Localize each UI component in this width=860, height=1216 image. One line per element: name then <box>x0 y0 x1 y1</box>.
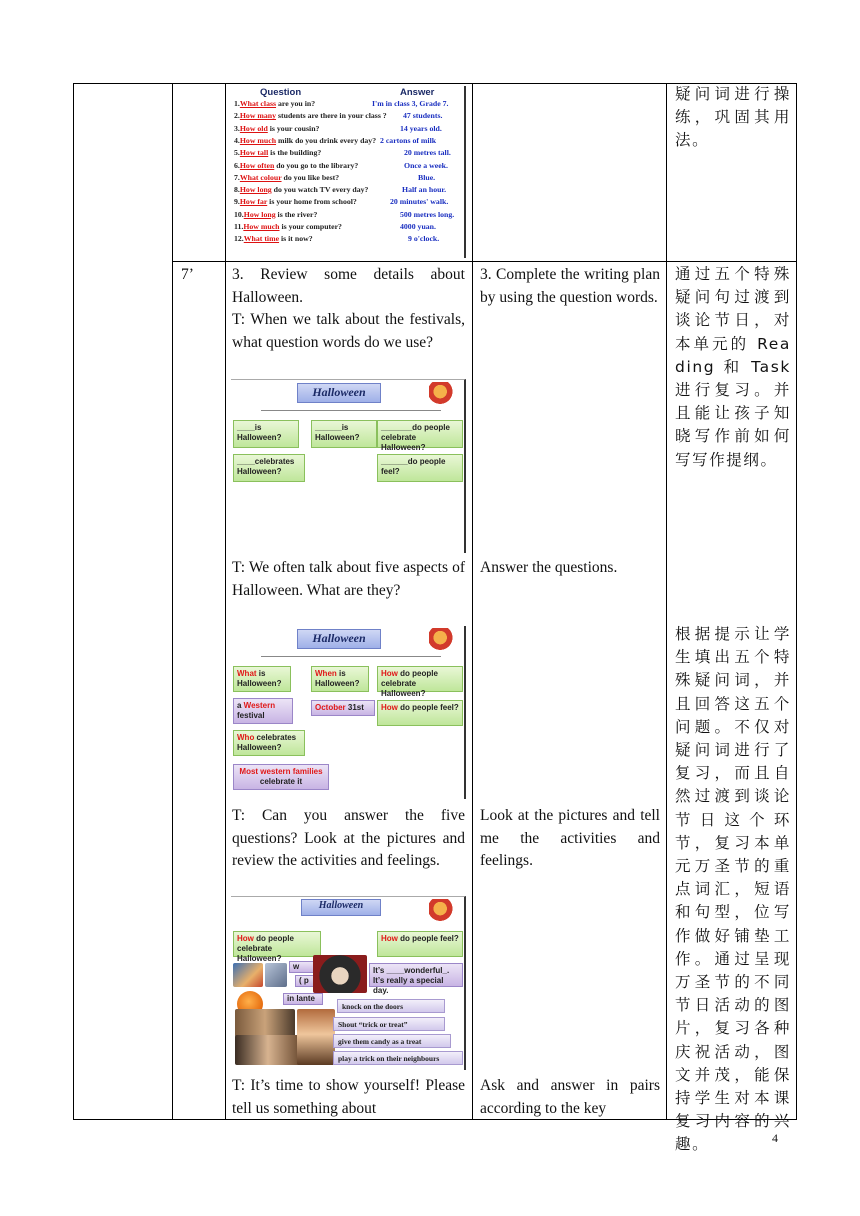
qa-question-word: What class <box>239 99 277 108</box>
qa-answer: 20 metres tall. <box>404 148 451 158</box>
qa-answer: 14 years old. <box>400 123 442 133</box>
qa-answer: 500 metres long. <box>400 209 455 219</box>
qa-question-word: What colour <box>239 172 282 182</box>
table-border-col4 <box>472 83 473 1119</box>
qa-question-rest: is it now? <box>279 234 313 244</box>
western-festival-box: a Western festival <box>233 698 293 724</box>
table-row-divider <box>172 261 797 262</box>
fragment-box-2: ( p <box>295 975 319 987</box>
qa-question-rest: do you watch TV every day? <box>271 185 369 195</box>
halloween-title-box: Halloween <box>297 383 381 403</box>
qa-number: 4. <box>234 135 240 145</box>
halloween-activities-slide <box>231 896 466 1070</box>
time-cell: 7’ <box>181 266 194 283</box>
qa-answer: 47 students. <box>403 111 443 121</box>
how-feel-box: How do people feel? <box>377 700 463 726</box>
blank-what-box: ____is Halloween? <box>233 420 299 448</box>
activity-knock: knock on the doors <box>337 999 445 1013</box>
qa-number: 11. <box>234 222 244 231</box>
qa-answer: 9 o'clock. <box>408 234 440 244</box>
costume-photo <box>233 963 263 987</box>
kids-photo <box>297 1009 335 1065</box>
halloween-title-box: Halloween <box>301 899 381 916</box>
qa-question-rest: are you in? <box>276 99 316 108</box>
qa-answer: Once a week. <box>404 160 448 170</box>
qa-question-rest: do you like best? <box>281 172 340 182</box>
qa-question-row <box>234 124 319 133</box>
qa-number: 9. <box>234 197 240 207</box>
qa-question-row <box>234 210 317 219</box>
qa-header-answer: Answer <box>400 87 435 98</box>
qa-answer: Blue. <box>418 172 436 182</box>
qa-question-row <box>234 197 357 206</box>
page-number: 4 <box>772 1131 778 1145</box>
october-box: October 31st <box>311 700 375 716</box>
qa-number: 6. <box>234 160 240 170</box>
qa-question-row <box>234 148 321 157</box>
witch-icon <box>429 899 457 923</box>
activity-candy: give them candy as a treat <box>333 1034 451 1048</box>
halloween-blank-map <box>231 379 466 553</box>
qa-answer: 20 minutes' walk. <box>390 197 449 207</box>
qa-question-word: How many <box>239 111 277 121</box>
qa-question-rest: students are there in your class ? <box>276 111 387 121</box>
qa-number: 7. <box>234 172 240 182</box>
qa-question-row <box>234 234 313 243</box>
qa-question-word: How much <box>239 135 277 145</box>
qa-number: 1. <box>234 99 240 108</box>
purpose-text-top: 疑问词进行操练，巩固其用法。 <box>675 85 791 150</box>
witch-photo <box>313 955 367 993</box>
activity-trick: play a trick on their neighbours <box>333 1051 463 1065</box>
connector <box>261 656 441 657</box>
party-photo-1 <box>235 1009 295 1037</box>
qa-question-word: How long <box>239 185 272 195</box>
qa-question-rest: milk do you drink every day? <box>276 135 377 145</box>
qa-question-row <box>234 185 368 194</box>
activity-shout: Shout “trick or treat” <box>333 1017 445 1031</box>
qa-question-word: How far <box>239 197 268 207</box>
blank-how-feel-box: ______do people feel? <box>377 454 463 482</box>
feeling-box: It’s ____wonderful_. It’s really a special day. <box>369 963 463 987</box>
qa-question-row <box>234 161 358 170</box>
qa-question-row <box>234 173 339 182</box>
fragment-box-3: in lante <box>283 993 323 1005</box>
how-celebrate-box: How do people celebrate Halloween? <box>233 931 321 957</box>
table-border-col3 <box>225 83 226 1119</box>
qa-question-rest: do you go to the library? <box>274 160 359 170</box>
teacher-text-5: T: It’s time to show yourself! Please tell us something about <box>232 1077 465 1117</box>
mask-photo <box>265 963 287 987</box>
qa-question-row <box>234 99 315 108</box>
witch-icon <box>429 382 457 406</box>
qa-question-word: How often <box>239 160 275 170</box>
qa-answer: 2 cartons of milk <box>380 135 437 145</box>
question-answer-slide <box>230 86 466 258</box>
qa-question-word: What time <box>243 234 280 244</box>
who-box: Who celebrates Halloween? <box>233 730 305 756</box>
qa-question-rest: is the building? <box>268 148 322 158</box>
teacher-text-3: T: We often talk about five aspects of Halloween. What are they? <box>232 559 465 599</box>
qa-question-rest: is your home from school? <box>267 197 357 207</box>
qa-answer: 4000 yuan. <box>400 222 436 231</box>
qa-question-word: How tall <box>239 148 269 158</box>
qa-question-word: How long <box>243 209 276 219</box>
qa-number: 8. <box>234 185 240 195</box>
connector <box>261 410 441 411</box>
families-box: Most western families celebrate it <box>233 764 329 790</box>
witch-icon <box>429 628 457 652</box>
halloween-title-box: Halloween <box>297 629 381 649</box>
when-box: When is Halloween? <box>311 666 369 692</box>
blank-when-box: ______is Halloween? <box>311 420 377 448</box>
teacher-text-2: T: When we talk about the festivals, what question words do we use? <box>232 311 465 351</box>
party-photo-2 <box>235 1035 301 1065</box>
teacher-text-4: T: Can you answer the five questions? Look at the pictures and review the activities and feelings. <box>232 807 465 869</box>
what-box: What is Halloween? <box>233 666 291 692</box>
purpose-text-2: 根据提示让学生填出五个特殊疑问词，并且回答这五个问题。不仅对疑问词进行了复习，而且自然过渡到谈论节日这个环节，复习本单元万圣节的重点词汇，短语和句型，位写作做好铺垫工作。通过呈现万圣节的不同节日活动的图片，复习各种庆祝活动，图文并茂，能保持学生对本课复习内容的兴趣。 <box>675 625 791 1154</box>
qa-number: 10. <box>234 209 244 219</box>
table-border-left <box>73 83 74 1119</box>
qa-answer: I'm in class 3, Grade 7. <box>372 99 449 108</box>
how-celebrate-box: How do people celebrate Halloween? <box>377 666 463 692</box>
qa-answer: Half an hour. <box>402 185 447 195</box>
blank-how-celebrate-box: _______do people celebrate Halloween? <box>377 420 463 448</box>
qa-question-row <box>234 136 376 145</box>
qa-question-row <box>234 111 387 120</box>
student-text-1: 3. Complete the writing plan by using the question words. <box>480 266 660 306</box>
student-text-2: Answer the questions. <box>480 559 618 576</box>
teacher-text-1: 3. Review some details about Halloween. <box>232 266 465 306</box>
qa-question-rest: is your cousin? <box>267 123 320 133</box>
blank-who-box: ____celebrates Halloween? <box>233 454 305 482</box>
qa-number: 12. <box>234 234 244 244</box>
student-text-4: Ask and answer in pairs according to the key <box>480 1077 660 1117</box>
halloween-answer-map <box>231 626 466 799</box>
purpose-text-1: 通过五个特殊疑问句过渡到谈论节日，对本单元的 Reading 和 Task 进行复习。并且能让孩子知晓写作前如何写写作提纲。 <box>675 265 791 469</box>
qa-header-question: Question <box>260 87 302 98</box>
fragment-box-1: w <box>289 961 319 973</box>
qa-question-rest: is the river? <box>275 209 318 219</box>
how-feel-box: How do people feel? <box>377 931 463 957</box>
qa-number: 3. <box>234 123 240 133</box>
qa-question-row <box>234 222 342 231</box>
qa-number: 2. <box>234 111 240 121</box>
qa-number: 5. <box>234 148 240 158</box>
table-border-right <box>796 83 797 1119</box>
qa-question-word: How much <box>243 222 280 231</box>
qa-question-rest: is your computer? <box>279 222 342 231</box>
qa-question-word: How old <box>239 123 268 133</box>
student-text-3: Look at the pictures and tell me the activities and feelings. <box>480 807 660 869</box>
table-border-col5 <box>666 83 667 1119</box>
table-border-col2 <box>172 83 173 1119</box>
